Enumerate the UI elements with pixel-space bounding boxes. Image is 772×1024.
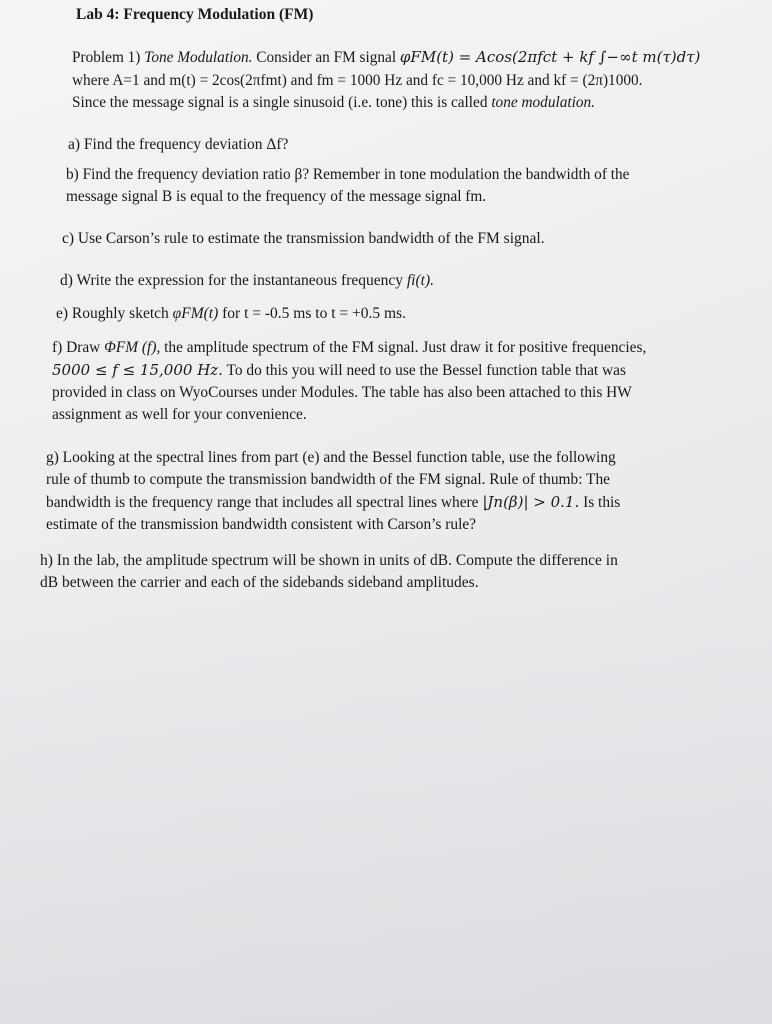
- part-b-line-1: b) Find the frequency deviation ratio β? Remember in tone modulation the bandwidth of the: [66, 166, 630, 183]
- problem-line-2: where A=1 and m(t) = 2cos(2πfmt) and fm = 1000 Hz and fc = 10,000 Hz and kf = (2π)1000.: [72, 71, 643, 89]
- part-f: [52, 337, 646, 426]
- part-b: [66, 164, 629, 208]
- part-f-line-2: 5000 ≤ f ≤ 15,000 Hz. To do this you will need to use the Bessel function table that was: [52, 361, 626, 379]
- part-g: [46, 447, 620, 536]
- part-f-line-4: assignment as well for your convenience.: [52, 406, 307, 423]
- part-d: d) Write the expression for the instantaneous frequency fi(t).: [60, 272, 434, 289]
- paper-shadow: [0, 600, 772, 1024]
- part-g-line-4: estimate of the transmission bandwidth consistent with Carson’s rule?: [46, 516, 477, 533]
- problem-statement: [72, 46, 700, 115]
- part-h-line-2: dB between the carrier and each of the sidebands sideband amplitudes.: [40, 574, 479, 591]
- problem-topic: Tone Modulation.: [144, 49, 253, 66]
- problem-line-3: Since the message signal is a single sinusoid (i.e. tone) this is called tone modulation.: [72, 94, 595, 111]
- instantaneous-frequency-term: fi(t).: [406, 272, 434, 289]
- bessel-threshold-formula: |Jn(β)| > 0.1.: [482, 493, 580, 511]
- problem-line-1: Problem 1) Tone Modulation. Consider an FM signal φFM(t) = Acos(2πfct + kf ∫−∞t m(τ)dτ): [72, 48, 701, 66]
- part-b-line-2: message signal B is equal to the frequency of the message signal fm.: [66, 188, 487, 205]
- fm-signal-term: φFM(t): [172, 305, 219, 322]
- page-title: Lab 4: Frequency Modulation (FM): [76, 6, 314, 23]
- fm-signal-formula: φFM(t) = Acos(2πfct + kf ∫−∞t m(τ)dτ): [399, 48, 701, 66]
- part-a: a) Find the frequency deviation Δf?: [68, 136, 289, 153]
- part-h-line-1: h) In the lab, the amplitude spectrum will be shown in units of dB. Compute the difference in: [40, 552, 618, 569]
- frequency-range: 5000 ≤ f ≤ 15,000 Hz.: [52, 361, 223, 379]
- part-f-line-3: provided in class on WyoCourses under Modules. The table has also been attached to this HW: [52, 384, 632, 401]
- part-c: c) Use Carson’s rule to estimate the transmission bandwidth of the FM signal.: [62, 230, 545, 247]
- part-e: e) Roughly sketch φFM(t) for t = -0.5 ms to t = +0.5 ms.: [56, 305, 406, 322]
- part-h: [40, 550, 618, 594]
- part-f-line-1: f) Draw ΦFM (f), the amplitude spectrum of the FM signal. Just draw it for positive frequencies,: [52, 339, 647, 356]
- tone-modulation-term: tone modulation.: [491, 94, 595, 111]
- part-g-line-3: bandwidth is the frequency range that includes all spectral lines where |Jn(β)| > 0.1. Is this: [46, 493, 621, 511]
- amplitude-spectrum-term: ΦFM (f): [104, 339, 157, 356]
- part-g-line-2: rule of thumb to compute the transmission bandwidth of the FM signal. Rule of thumb: The: [46, 471, 610, 488]
- part-g-line-1: g) Looking at the spectral lines from part (e) and the Bessel function table, use the following: [46, 449, 616, 466]
